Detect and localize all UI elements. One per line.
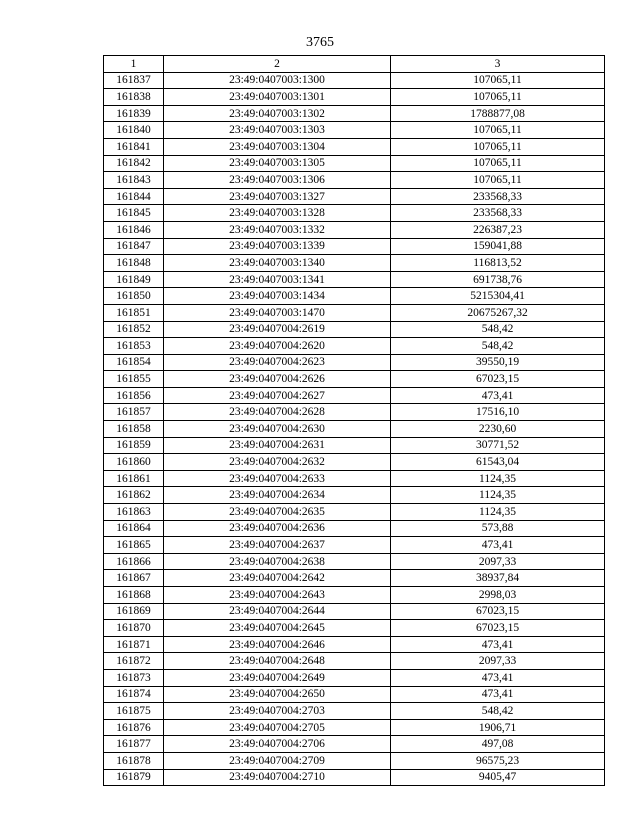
table-row [104, 221, 605, 238]
value-cell: 1124,35 [391, 470, 605, 487]
table-row [104, 653, 605, 670]
value-cell: 548,42 [391, 703, 605, 720]
cadastral-number-cell: 23:49:0407004:2649 [164, 669, 391, 686]
table-row [104, 387, 605, 404]
cadastral-number-cell: 23:49:0407003:1339 [164, 238, 391, 255]
cadastral-number-cell: 23:49:0407004:2630 [164, 421, 391, 438]
cadastral-number-cell: 23:49:0407004:2706 [164, 736, 391, 753]
value-cell: 20675267,32 [391, 304, 605, 321]
value-cell: 497,08 [391, 736, 605, 753]
row-number-cell: 161879 [104, 769, 164, 786]
cadastral-number-cell: 23:49:0407004:2626 [164, 371, 391, 388]
header-cell-1: 1 [104, 56, 164, 73]
table-row [104, 537, 605, 554]
row-number-cell: 161866 [104, 553, 164, 570]
row-number-cell: 161878 [104, 752, 164, 769]
value-cell: 226387,23 [391, 221, 605, 238]
cadastral-number-cell: 23:49:0407004:2634 [164, 487, 391, 504]
row-number-cell: 161840 [104, 122, 164, 139]
table-row [104, 769, 605, 786]
table-row [104, 752, 605, 769]
table-row [104, 520, 605, 537]
table-row [104, 603, 605, 620]
row-number-cell: 161864 [104, 520, 164, 537]
value-cell: 17516,10 [391, 404, 605, 421]
table-row [104, 238, 605, 255]
value-cell: 107065,11 [391, 172, 605, 189]
row-number-cell: 161856 [104, 387, 164, 404]
cadastral-number-cell: 23:49:0407004:2633 [164, 470, 391, 487]
value-cell: 67023,15 [391, 620, 605, 637]
row-number-cell: 161873 [104, 669, 164, 686]
value-cell: 233568,33 [391, 205, 605, 222]
table-row [104, 155, 605, 172]
value-cell: 2998,03 [391, 587, 605, 604]
value-cell: 9405,47 [391, 769, 605, 786]
cadastral-number-cell: 23:49:0407003:1303 [164, 122, 391, 139]
value-cell: 473,41 [391, 636, 605, 653]
table-row [104, 437, 605, 454]
row-number-cell: 161876 [104, 719, 164, 736]
row-number-cell: 161859 [104, 437, 164, 454]
row-number-cell: 161853 [104, 338, 164, 355]
value-cell: 2097,33 [391, 653, 605, 670]
row-number-cell: 161875 [104, 703, 164, 720]
row-number-cell: 161841 [104, 138, 164, 155]
row-number-cell: 161852 [104, 321, 164, 338]
value-cell: 548,42 [391, 338, 605, 355]
row-number-cell: 161857 [104, 404, 164, 421]
table-row [104, 288, 605, 305]
row-number-cell: 161871 [104, 636, 164, 653]
cadastral-number-cell: 23:49:0407003:1327 [164, 188, 391, 205]
value-cell: 2097,33 [391, 553, 605, 570]
cadastral-number-cell: 23:49:0407004:2703 [164, 703, 391, 720]
value-cell: 1124,35 [391, 487, 605, 504]
row-number-cell: 161846 [104, 221, 164, 238]
cadastral-number-cell: 23:49:0407004:2620 [164, 338, 391, 355]
table-row [104, 504, 605, 521]
value-cell: 159041,88 [391, 238, 605, 255]
cadastral-number-cell: 23:49:0407003:1328 [164, 205, 391, 222]
table-row [104, 338, 605, 355]
table-row [104, 470, 605, 487]
row-number-cell: 161858 [104, 421, 164, 438]
row-number-cell: 161868 [104, 587, 164, 604]
cadastral-number-cell: 23:49:0407004:2650 [164, 686, 391, 703]
value-cell: 107065,11 [391, 155, 605, 172]
cadastral-number-cell: 23:49:0407004:2627 [164, 387, 391, 404]
value-cell: 473,41 [391, 669, 605, 686]
row-number-cell: 161862 [104, 487, 164, 504]
cadastral-number-cell: 23:49:0407003:1470 [164, 304, 391, 321]
table-row [104, 172, 605, 189]
table-row [104, 587, 605, 604]
row-number-cell: 161869 [104, 603, 164, 620]
cadastral-number-cell: 23:49:0407003:1434 [164, 288, 391, 305]
row-number-cell: 161838 [104, 89, 164, 106]
cadastral-number-cell: 23:49:0407003:1341 [164, 271, 391, 288]
cadastral-number-cell: 23:49:0407004:2636 [164, 520, 391, 537]
value-cell: 107065,11 [391, 72, 605, 89]
table-row [104, 686, 605, 703]
row-number-cell: 161870 [104, 620, 164, 637]
value-cell: 1906,71 [391, 719, 605, 736]
table-row [104, 371, 605, 388]
cadastral-number-cell: 23:49:0407004:2638 [164, 553, 391, 570]
cadastral-number-cell: 23:49:0407003:1305 [164, 155, 391, 172]
row-number-cell: 161860 [104, 454, 164, 471]
cadastral-number-cell: 23:49:0407003:1302 [164, 105, 391, 122]
value-cell: 573,88 [391, 520, 605, 537]
row-number-cell: 161867 [104, 570, 164, 587]
row-number-cell: 161855 [104, 371, 164, 388]
cadastral-number-cell: 23:49:0407004:2631 [164, 437, 391, 454]
table-row [104, 553, 605, 570]
cadastral-number-cell: 23:49:0407003:1340 [164, 255, 391, 272]
row-number-cell: 161877 [104, 736, 164, 753]
header-cell-2: 2 [164, 56, 391, 73]
cadastral-number-cell: 23:49:0407004:2619 [164, 321, 391, 338]
value-cell: 67023,15 [391, 371, 605, 388]
cadastral-number-cell: 23:49:0407004:2637 [164, 537, 391, 554]
cadastral-number-cell: 23:49:0407003:1306 [164, 172, 391, 189]
value-cell: 1788877,08 [391, 105, 605, 122]
table-row [104, 669, 605, 686]
table-row [104, 620, 605, 637]
value-cell: 116813,52 [391, 255, 605, 272]
row-number-cell: 161837 [104, 72, 164, 89]
value-cell: 2230,60 [391, 421, 605, 438]
header-row [104, 56, 605, 73]
table-row [104, 736, 605, 753]
row-number-cell: 161848 [104, 255, 164, 272]
value-cell: 691738,76 [391, 271, 605, 288]
table-row [104, 188, 605, 205]
row-number-cell: 161849 [104, 271, 164, 288]
cadastral-number-cell: 23:49:0407004:2642 [164, 570, 391, 587]
row-number-cell: 161847 [104, 238, 164, 255]
row-number-cell: 161845 [104, 205, 164, 222]
registry-table [103, 55, 605, 786]
table-row [104, 255, 605, 272]
table-body [104, 72, 605, 786]
row-number-cell: 161844 [104, 188, 164, 205]
value-cell: 61543,04 [391, 454, 605, 471]
value-cell: 107065,11 [391, 89, 605, 106]
row-number-cell: 161865 [104, 537, 164, 554]
table-row [104, 421, 605, 438]
value-cell: 67023,15 [391, 603, 605, 620]
header-cell-3: 3 [391, 56, 605, 73]
value-cell: 96575,23 [391, 752, 605, 769]
table-row [104, 271, 605, 288]
row-number-cell: 161874 [104, 686, 164, 703]
row-number-cell: 161842 [104, 155, 164, 172]
table-row [104, 138, 605, 155]
row-number-cell: 161843 [104, 172, 164, 189]
table-row [104, 89, 605, 106]
table-row [104, 719, 605, 736]
table-row [104, 404, 605, 421]
value-cell: 107065,11 [391, 138, 605, 155]
value-cell: 473,41 [391, 537, 605, 554]
row-number-cell: 161854 [104, 354, 164, 371]
cadastral-number-cell: 23:49:0407004:2632 [164, 454, 391, 471]
table-row [104, 72, 605, 89]
cadastral-number-cell: 23:49:0407004:2643 [164, 587, 391, 604]
value-cell: 5215304,41 [391, 288, 605, 305]
table-row [104, 105, 605, 122]
cadastral-number-cell: 23:49:0407004:2710 [164, 769, 391, 786]
table-row [104, 487, 605, 504]
row-number-cell: 161839 [104, 105, 164, 122]
cadastral-number-cell: 23:49:0407004:2635 [164, 504, 391, 521]
table-header [104, 56, 605, 73]
cadastral-number-cell: 23:49:0407004:2644 [164, 603, 391, 620]
value-cell: 473,41 [391, 686, 605, 703]
row-number-cell: 161850 [104, 288, 164, 305]
cadastral-number-cell: 23:49:0407003:1300 [164, 72, 391, 89]
cadastral-number-cell: 23:49:0407004:2709 [164, 752, 391, 769]
cadastral-number-cell: 23:49:0407004:2646 [164, 636, 391, 653]
value-cell: 30771,52 [391, 437, 605, 454]
cadastral-number-cell: 23:49:0407004:2628 [164, 404, 391, 421]
table-row [104, 354, 605, 371]
row-number-cell: 161863 [104, 504, 164, 521]
table-row [104, 304, 605, 321]
cadastral-number-cell: 23:49:0407003:1332 [164, 221, 391, 238]
table-row [104, 122, 605, 139]
cadastral-number-cell: 23:49:0407003:1304 [164, 138, 391, 155]
row-number-cell: 161872 [104, 653, 164, 670]
table-row [104, 454, 605, 471]
row-number-cell: 161861 [104, 470, 164, 487]
page-number: 3765 [306, 35, 334, 50]
cadastral-number-cell: 23:49:0407003:1301 [164, 89, 391, 106]
value-cell: 1124,35 [391, 504, 605, 521]
table-row [104, 703, 605, 720]
cadastral-number-cell: 23:49:0407004:2705 [164, 719, 391, 736]
value-cell: 233568,33 [391, 188, 605, 205]
value-cell: 107065,11 [391, 122, 605, 139]
table-row [104, 570, 605, 587]
cadastral-number-cell: 23:49:0407004:2623 [164, 354, 391, 371]
value-cell: 548,42 [391, 321, 605, 338]
table-row [104, 636, 605, 653]
cadastral-number-cell: 23:49:0407004:2648 [164, 653, 391, 670]
value-cell: 38937,84 [391, 570, 605, 587]
row-number-cell: 161851 [104, 304, 164, 321]
table-row [104, 321, 605, 338]
cadastral-number-cell: 23:49:0407004:2645 [164, 620, 391, 637]
value-cell: 473,41 [391, 387, 605, 404]
value-cell: 39550,19 [391, 354, 605, 371]
table-row [104, 205, 605, 222]
